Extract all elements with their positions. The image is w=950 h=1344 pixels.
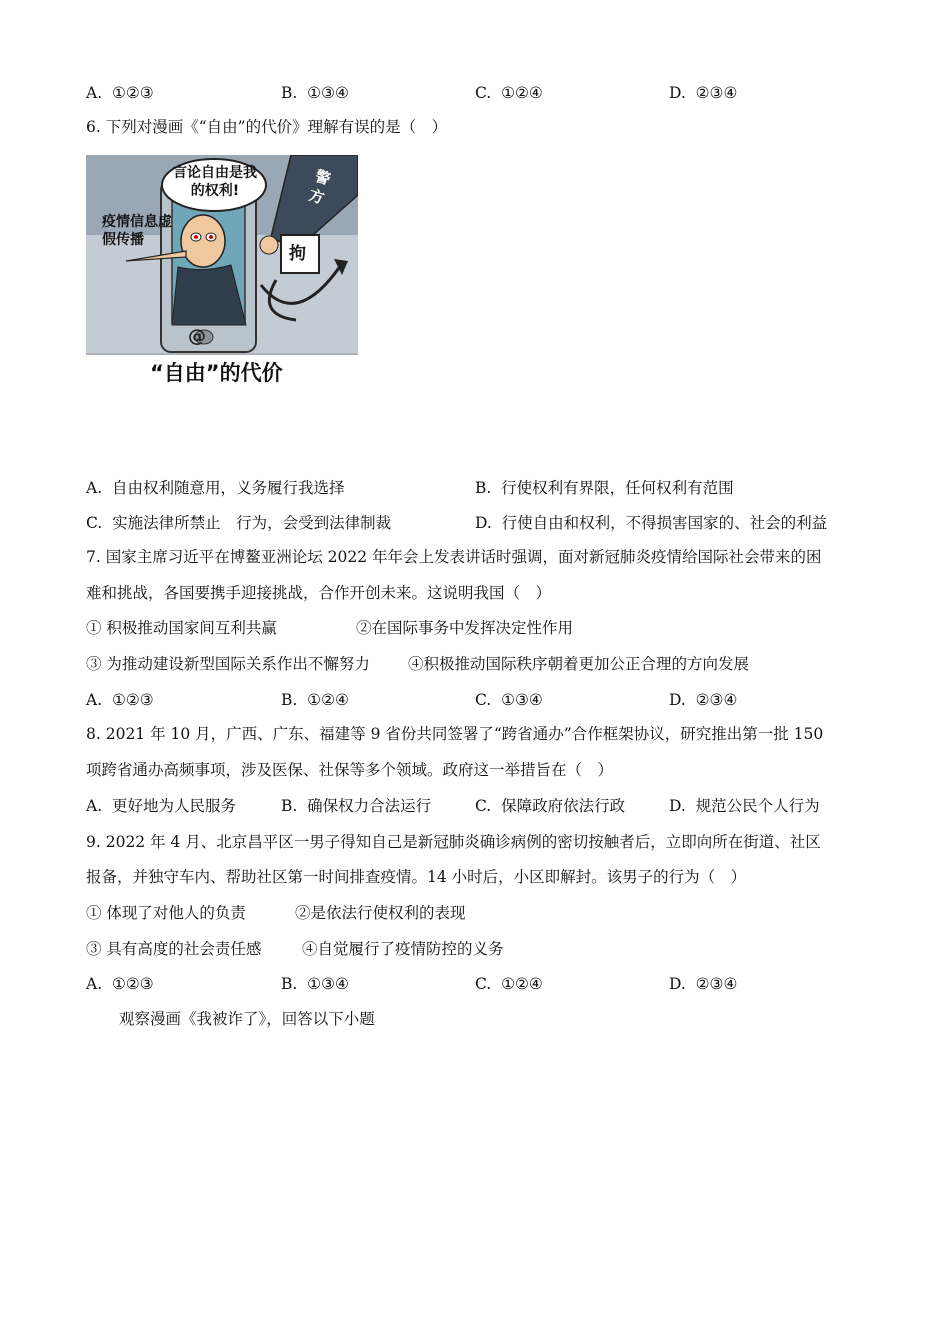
q6-option-b: B. 行使权利有界限，任何权利有范围: [475, 479, 734, 497]
q7-statement-2: ②在国际事务中发挥决定性作用: [356, 619, 574, 637]
cartoon-label-fake-news: 疫情信息虚假传播: [102, 214, 172, 248]
q9-option-d: D. ②③④: [669, 975, 738, 993]
q6-option-a: A. 自由权利随意用，义务履行我选择: [86, 479, 345, 497]
q5-option-b: B. ①③④: [281, 84, 349, 102]
q8-stem-line1: 8. 2021 年 10 月，广西、广东、福建等 9 省份共同签署了“跨省通办”合作框架协议，研究推出第一批 150: [86, 725, 824, 743]
q9-option-b: B. ①③④: [281, 975, 349, 993]
q9-statement-4: ④自觉履行了疫情防控的义务: [302, 940, 504, 958]
q8-option-b: B. 确保权力合法运行: [281, 797, 432, 815]
q9-stem-line2: 报备，并独守车内、帮助社区第一时间排查疫情。14 小时后，小区即解封。该男子的行为（ ）: [86, 868, 747, 886]
q7-statement-3: ③ 为推动建设新型国际关系作出不懈努力: [86, 655, 370, 673]
cartoon-speech-bubble: 言论自由是我的权利!: [173, 165, 257, 199]
q8-option-d: D. 规范公民个人行为: [669, 797, 820, 815]
q7-option-c: C. ①③④: [475, 691, 543, 709]
q9-stem-line1: 9. 2022 年 4 月、北京昌平区一男子得知自己是新冠肺炎确诊病例的密切按触者后，立即向所在街道、社区: [86, 833, 821, 851]
q8-stem-line2: 项跨省通办高频事项，涉及医保、社保等多个领域。政府这一举措旨在（ ）: [86, 761, 614, 779]
cartoon-arrest-label: 拘: [289, 244, 306, 264]
q6-option-c: C. 实施法律所禁止 行为，会受到法律制裁: [86, 514, 392, 532]
q5-option-a: A. ①②③: [86, 84, 154, 102]
q8-option-c: C. 保障政府依法行政: [475, 797, 626, 815]
q5-option-d: D. ②③④: [669, 84, 738, 102]
q7-statement-1: ① 积极推动国家间互利共赢: [86, 619, 277, 637]
q6-option-d: D. 行使自由和权利，不得损害国家的、社会的利益: [475, 514, 828, 532]
q5-option-c: C. ①②④: [475, 84, 543, 102]
q7-stem-line2: 难和挑战，各国要携手迎接挑战，合作开创未来。这说明我国（ ）: [86, 584, 552, 602]
q8-option-a: A. 更好地为人民服务: [86, 797, 236, 815]
cartoon-caption: “自由”的代价: [150, 361, 283, 385]
q7-statement-4: ④积极推动国际秩序朝着更加公正合理的方向发展: [408, 655, 750, 673]
q7-option-d: D. ②③④: [669, 691, 738, 709]
q7-option-a: A. ①②③: [86, 691, 154, 709]
q7-stem-line1: 7. 国家主席习近平在博鳌亚洲论坛 2022 年年会上发表讲话时强调，面对新冠肺炎疫情给国际社会带来的困: [86, 548, 822, 566]
cartoon-police-label: 警方: [306, 166, 333, 208]
q9-statement-1: ① 体现了对他人的负责: [86, 904, 246, 922]
next-section-instruction: 观察漫画《我被诈了》，回答以下小题: [119, 1010, 375, 1028]
q7-option-b: B. ①②④: [281, 691, 349, 709]
q9-option-c: C. ①②④: [475, 975, 543, 993]
cartoon-at-sign: @: [188, 326, 206, 347]
q6-stem: 6. 下列对漫画《“自由”的代价》理解有误的是（ ）: [86, 118, 448, 136]
q9-option-a: A. ①②③: [86, 975, 154, 993]
q9-statement-2: ②是依法行使权利的表现: [295, 904, 466, 922]
q9-statement-3: ③ 具有高度的社会责任感: [86, 940, 262, 958]
